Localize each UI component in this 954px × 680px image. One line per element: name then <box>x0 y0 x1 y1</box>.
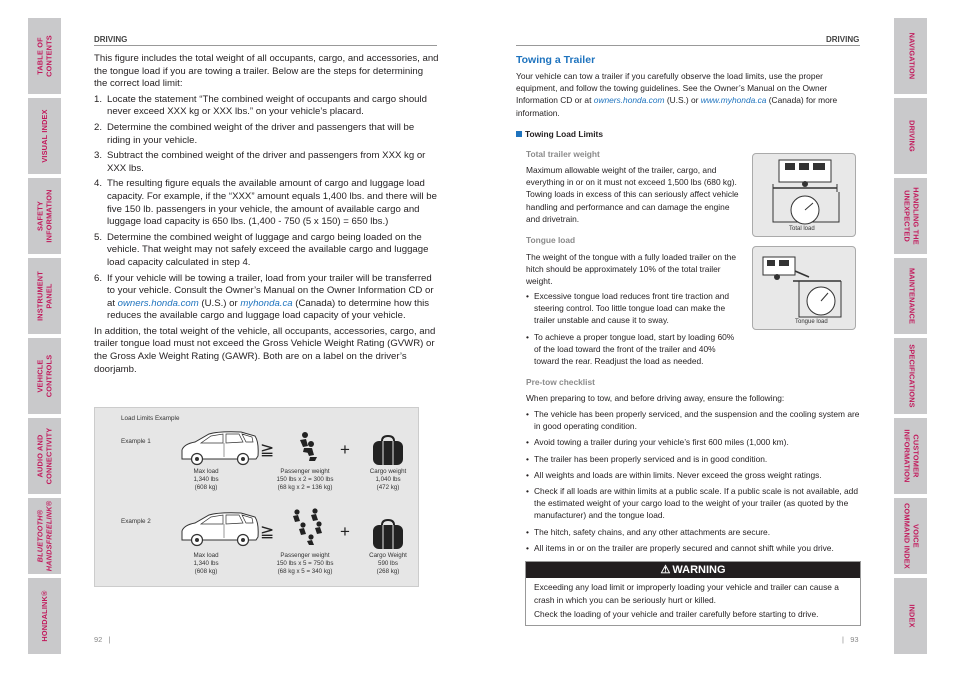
tab-table-of-contents[interactable] <box>28 18 61 94</box>
tab-label: HONDALINK® <box>39 590 49 642</box>
tab-maintenance[interactable] <box>894 258 927 334</box>
pretow-intro: When preparing to tow, and before driving away, ensure the following: <box>526 393 785 403</box>
tab-index[interactable] <box>894 578 927 654</box>
intro-paragraph: This figure includes the total weight of all occupants, cargo, and accessories, and the tongue load if you are towing a trailer. Below are the steps for determining the correct load limit: <box>94 53 439 90</box>
left-page-body <box>94 53 439 379</box>
example-1-label: Example 1 <box>121 438 151 445</box>
tongue-load-diagram <box>752 246 856 330</box>
left-page-header: DRIVING <box>94 35 128 44</box>
tab-label: VISUAL INDEX <box>39 109 49 163</box>
step-item: 2. Determine the combined weight of the driver and passengers that will be riding in your vehicle. <box>94 121 415 146</box>
tab-voice-command-index[interactable] <box>894 498 927 574</box>
tab-label: TABLE OF CONTENTS <box>35 35 53 77</box>
car-icon <box>179 511 261 547</box>
car-icon <box>179 430 261 466</box>
tab-label: SAFETY INFORMATION <box>35 189 53 243</box>
tab-visual-index[interactable] <box>28 98 61 174</box>
owners-honda-link[interactable]: owners.honda.com <box>117 297 199 309</box>
list-item: • To achieve a proper tongue load, start by loading 60% of the load toward the front of the trailer and 40% toward the rear. Readjust the load as needed. <box>526 331 735 367</box>
plus-symbol: + <box>340 522 350 541</box>
tab-instrument-panel[interactable] <box>28 258 61 334</box>
right-section-tabs <box>894 18 927 658</box>
towing-intro: Your vehicle can tow a trailer if you carefully observe the load limits, use the proper equipment, and follow the towing guidelines. See the Owner’s Manual on the Owner Information CD or at owners.honda.com (U.S.) or www.myhonda.ca (Canada) for more information. <box>516 71 838 118</box>
pretow-heading: Pre-tow checklist <box>526 377 595 387</box>
tab-audio-connectivity[interactable] <box>28 418 61 494</box>
warning-header: ⚠ WARNING <box>526 562 860 578</box>
steps-list <box>94 94 439 323</box>
example-1-cargo-weight: Cargo weight 1,040 lbs (472 kg) <box>369 468 407 491</box>
tab-navigation[interactable] <box>894 18 927 94</box>
total-load-caption: Total load <box>789 226 815 232</box>
tab-vehicle-controls[interactable] <box>28 338 61 414</box>
example-2-passenger-weight: Passenger weight 150 lbs x 5 = 750 lbs (68 kg x 5 = 340 kg) <box>276 552 334 575</box>
myhonda-link[interactable]: myhonda.ca <box>240 297 293 309</box>
passenger-icon <box>289 506 329 546</box>
closing-paragraph: In addition, the total weight of the vehicle, all occupants, accessories, cargo, and trailer tongue load must not exceed the Gross Vehicle Weight Rating (GVWR) or the Gross Axle Weight Rating (GAWR). Both are on a label on the driver’s doorjamb. <box>94 325 436 375</box>
tab-label: SPECIFICATIONS <box>906 344 916 408</box>
list-item: • Check if all loads are within limits at a public scale. If a public scale is not available, add the estimated weight of your cargo load to the weight of your trailer (as quoted by the manufacturer) and the tongue load. <box>526 486 858 521</box>
total-trailer-weight-heading: Total trailer weight <box>526 149 600 159</box>
tab-label: DRIVING <box>906 120 916 152</box>
pretow-checklist <box>526 408 868 558</box>
right-page-header: DRIVING <box>826 35 860 44</box>
step-item: 5. Determine the combined weight of luggage and cargo being loaded on the vehicle. That weight may not safely exceed the available cargo and luggage load capacity calculated in step 4. <box>94 231 429 268</box>
list-item: • The trailer has been properly serviced and is in good condition. <box>526 453 768 464</box>
tab-handling-unexpected[interactable] <box>894 178 927 254</box>
tab-safety-information[interactable] <box>28 178 61 254</box>
tongue-load-caption: Tongue load <box>795 319 828 325</box>
example-1-passenger-weight: Passenger weight 150 lbs x 2 = 300 lbs (68 kg x 2 = 136 kg) <box>276 468 334 491</box>
tongue-load-bullets <box>526 290 740 371</box>
example-2-max-load: Max load 1,340 lbs (608 kg) <box>193 552 219 575</box>
tongue-load-text: The weight of the tongue with a fully loaded trailer on the hitch should be approximately 10% of the total trailer weight. <box>526 252 736 287</box>
right-page-number: | 93 <box>842 635 859 644</box>
plus-symbol: + <box>340 440 350 459</box>
list-item: • The hitch, safety chains, and any other attachments are secure. <box>526 526 771 537</box>
tab-label: VEHICLE CONTROLS <box>35 354 53 398</box>
step-item: 1. Locate the statement “The combined weight of occupants and cargo should never exceed XXX kg or XXX lbs.” on your vehicle’s placard. <box>94 93 427 118</box>
warning-box <box>525 561 861 626</box>
load-limits-example <box>94 407 419 587</box>
tab-label: CUSTOMER INFORMATION <box>902 429 920 483</box>
list-item: • Avoid towing a trailer during your vehicle’s first 600 miles (1,000 km). <box>526 437 789 448</box>
passenger-icon <box>291 430 323 462</box>
left-header-rule <box>94 45 437 46</box>
list-item: • Excessive tongue load reduces front tire traction and steering control. Too little tongue load can make the trailer unstable and cause it to sway. <box>526 291 730 326</box>
section-title: Towing a Trailer <box>516 54 596 66</box>
tab-bluetooth-handsfreelink[interactable] <box>28 498 61 574</box>
step-item: 6. If your vehicle will be towing a trailer, load from your trailer will be transferred to your vehicle. Consult the Owner’s Manual on the Owner Information CD or at owners.honda.com (U.S.) or myhonda.ca (Canada) to determine how this reduces the available cargo and luggage load capacity of your vehicle. <box>94 272 434 322</box>
step-item: 3. Subtract the combined weight of the driver and passengers from XXX kg or XXX lbs. <box>94 150 426 174</box>
total-load-diagram <box>752 153 856 237</box>
example-2-label: Example 2 <box>121 518 151 525</box>
tab-label: NAVIGATION <box>906 32 916 80</box>
tab-label: INDEX <box>906 604 916 628</box>
bullet-square-icon <box>516 131 522 137</box>
tab-label: MAINTENANCE <box>906 267 916 325</box>
tab-label: INSTRUMENT PANEL <box>35 271 53 321</box>
right-header-rule <box>516 45 860 46</box>
owners-honda-link[interactable]: owners.honda.com <box>593 95 665 106</box>
total-trailer-weight-text: Maximum allowable weight of the trailer, cargo, and everything in or on it must not exceed 1,500 lbs (680 kg). Towing loads in excess of this can seriously affect vehicle handling and performance and can damage the engine and drivetrain. <box>526 165 739 224</box>
tab-specifications[interactable] <box>894 338 927 414</box>
example-1-max-load: Max load 1,340 lbs (608 kg) <box>193 468 219 491</box>
step-item: 4. The resulting figure equals the available amount of cargo and luggage load capacity. For example, if the “XXX” amount equals 1,400 lbs. and there will be five 150 lb. passengers in your vehicle, the amount of available cargo and luggage load capacity is 650 lbs. (1,400 - 750 (5 x 150) = 650 lbs.) <box>94 178 437 228</box>
list-item: • All weights and loads are within limits. Never exceed the gross weight ratings. <box>526 469 822 480</box>
example-2-cargo-weight: Cargo Weight 590 lbs (268 kg) <box>369 552 407 575</box>
tab-label: VOICE COMMAND INDEX <box>902 503 920 569</box>
list-item: • The vehicle has been properly serviced, and the suspension and the cooling system are in good operating condition. <box>526 409 860 432</box>
example-title: Load Limits Example <box>121 415 180 422</box>
tab-label: BLUETOOTH® HANDSFREELINK® <box>35 500 53 572</box>
myhonda-ca-link[interactable]: www.myhonda.ca <box>700 95 767 106</box>
tab-label: HANDLING THE UNEXPECTED <box>902 187 920 245</box>
tab-label: AUDIO AND CONNECTIVITY <box>35 427 53 485</box>
greater-equal-symbol: ≧ <box>260 440 275 459</box>
left-section-tabs <box>28 18 61 658</box>
tab-hondalink[interactable] <box>28 578 61 654</box>
tongue-load-heading: Tongue load <box>526 235 576 245</box>
warning-triangle-icon: ⚠ <box>660 564 671 576</box>
cargo-bag-icon <box>371 518 405 550</box>
greater-equal-symbol: ≧ <box>260 522 275 541</box>
warning-text: Exceeding any load limit or improperly loading your vehicle and trailer can cause a crash in which you can be seriously hurt or killed. Check the loading of your vehicle and trailer carefully before starting to drive. <box>534 582 839 620</box>
list-item: • All items in or on the trailer are properly secured and cannot shift while you drive. <box>526 542 834 553</box>
tab-customer-information[interactable] <box>894 418 927 494</box>
tab-driving[interactable] <box>894 98 927 174</box>
subsection-heading: Towing Load Limits <box>516 129 603 139</box>
left-page-number: 92 | <box>94 635 111 644</box>
cargo-bag-icon <box>371 434 405 466</box>
